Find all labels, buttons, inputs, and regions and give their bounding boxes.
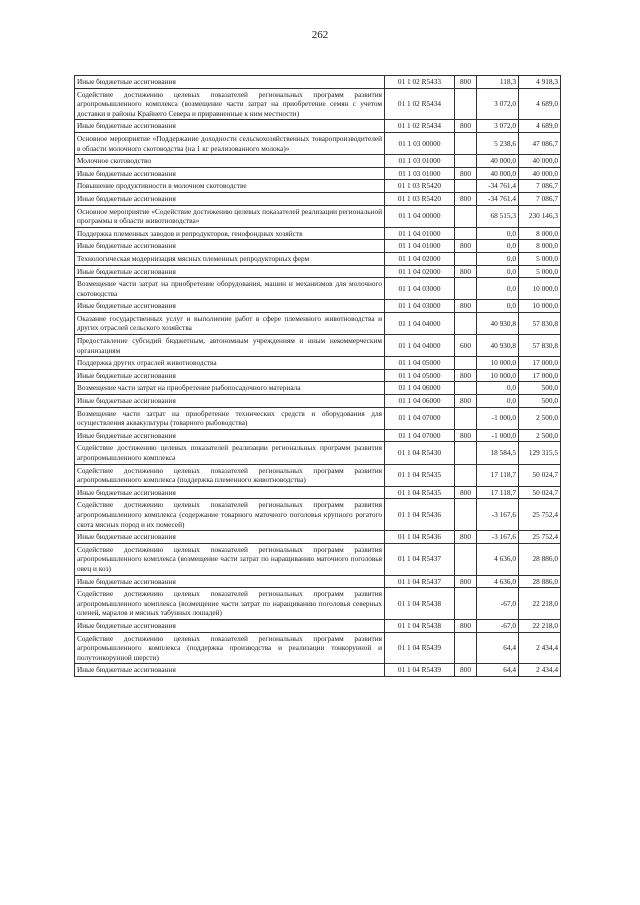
- row-amount-change-cell: 3 072,0: [477, 88, 519, 120]
- table-row: [75, 619, 561, 632]
- row-amount-total-cell: 17 000,0: [519, 369, 561, 382]
- table-row: [75, 227, 561, 240]
- row-code-cell: 01 1 04 05000: [385, 357, 455, 370]
- table-row: [75, 120, 561, 133]
- row-name-cell: Поддержка племенных заводов и репродукторов, генофондных хозяйств: [75, 227, 385, 240]
- row-name-cell: Поддержка других отраслей животноводства: [75, 357, 385, 370]
- row-amount-total-cell: 22 218,0: [519, 619, 561, 632]
- row-code-cell: 01 1 02 R5433: [385, 76, 455, 89]
- table-row: [75, 312, 561, 334]
- row-amount-change-cell: 0,0: [477, 395, 519, 408]
- row-expense-type-cell: 800: [455, 300, 477, 313]
- row-name-cell: Иные бюджетные ассигнования: [75, 76, 385, 89]
- row-expense-type-cell: 800: [455, 120, 477, 133]
- row-amount-total-cell: 50 024,7: [519, 486, 561, 499]
- row-amount-total-cell: 7 086,7: [519, 180, 561, 193]
- row-expense-type-cell: [455, 464, 477, 486]
- row-amount-total-cell: 4 918,3: [519, 76, 561, 89]
- row-amount-change-cell: 68 515,3: [477, 205, 519, 227]
- row-name-cell: Содействие достижению целевых показателей реализации региональных программ развития агропромышленного комплекса: [75, 442, 385, 464]
- row-amount-total-cell: 129 315,5: [519, 442, 561, 464]
- row-amount-change-cell: 0,0: [477, 265, 519, 278]
- row-expense-type-cell: [455, 357, 477, 370]
- row-name-cell: Технологическая модернизация мясных племенных репродукторных ферм: [75, 252, 385, 265]
- table-row: [75, 300, 561, 313]
- table-row: [75, 369, 561, 382]
- row-name-cell: Содействие достижению целевых показателей региональных программ развития агропромышленного комплекса (поддержка производства и реализации тонкорунной и полутонкорунной шерсти): [75, 632, 385, 664]
- row-expense-type-cell: [455, 632, 477, 664]
- row-amount-change-cell: 40 000,0: [477, 167, 519, 180]
- row-code-cell: 01 1 04 05000: [385, 369, 455, 382]
- row-amount-change-cell: -34 761,4: [477, 192, 519, 205]
- row-code-cell: 01 1 04 04000: [385, 312, 455, 334]
- row-amount-change-cell: 18 584,5: [477, 442, 519, 464]
- row-amount-total-cell: 47 086,7: [519, 132, 561, 154]
- row-code-cell: 01 1 04 R5435: [385, 486, 455, 499]
- row-name-cell: Молочное скотоводство: [75, 155, 385, 168]
- row-code-cell: 01 1 04 02000: [385, 265, 455, 278]
- row-amount-change-cell: 40 930,8: [477, 335, 519, 357]
- row-code-cell: 01 1 04 R5437: [385, 543, 455, 575]
- row-code-cell: 01 1 04 R5439: [385, 664, 455, 677]
- row-expense-type-cell: 800: [455, 265, 477, 278]
- row-amount-total-cell: 40 000,0: [519, 155, 561, 168]
- budget-table: [74, 75, 561, 677]
- row-expense-type-cell: [455, 442, 477, 464]
- row-name-cell: Возмещение части затрат на приобретение технических средств и оборудования для осуществления аквакультуры (товарного рыбоводства): [75, 407, 385, 429]
- row-name-cell: Иные бюджетные ассигнования: [75, 265, 385, 278]
- budget-table-body: [75, 76, 561, 677]
- row-amount-total-cell: 5 000,0: [519, 252, 561, 265]
- row-amount-total-cell: 500,0: [519, 395, 561, 408]
- row-code-cell: 01 1 04 R5430: [385, 442, 455, 464]
- row-expense-type-cell: [455, 499, 477, 531]
- row-code-cell: 01 1 02 R5434: [385, 120, 455, 133]
- row-amount-change-cell: 3 072,0: [477, 120, 519, 133]
- row-expense-type-cell: [455, 180, 477, 193]
- table-row: [75, 464, 561, 486]
- row-code-cell: 01 1 04 06000: [385, 395, 455, 408]
- row-amount-change-cell: -1 000,0: [477, 407, 519, 429]
- row-code-cell: 01 1 04 R5436: [385, 531, 455, 544]
- row-amount-total-cell: 500,0: [519, 382, 561, 395]
- row-expense-type-cell: [455, 252, 477, 265]
- row-amount-total-cell: 2 500,0: [519, 407, 561, 429]
- row-expense-type-cell: 800: [455, 531, 477, 544]
- row-expense-type-cell: [455, 278, 477, 300]
- row-name-cell: Предоставление субсидий бюджетным, автономным учреждениям и иным некоммерческим организациям: [75, 335, 385, 357]
- row-expense-type-cell: 800: [455, 369, 477, 382]
- row-expense-type-cell: [455, 88, 477, 120]
- row-amount-total-cell: 8 000,0: [519, 240, 561, 253]
- row-code-cell: 01 1 04 07000: [385, 429, 455, 442]
- row-code-cell: 01 1 04 R5436: [385, 499, 455, 531]
- row-name-cell: Содействие достижению целевых показателей региональных программ развития агропромышленного комплекса (поддержка племенного животноводства): [75, 464, 385, 486]
- row-amount-change-cell: 17 118,7: [477, 464, 519, 486]
- row-name-cell: Содействие достижению целевых показателей региональных программ развития агропромышленного комплекса (возмещение части затрат по наращиванию маточного поголовья овец и коз): [75, 543, 385, 575]
- table-row: [75, 543, 561, 575]
- table-row: [75, 167, 561, 180]
- row-amount-total-cell: 17 000,0: [519, 357, 561, 370]
- row-name-cell: Иные бюджетные ассигнования: [75, 167, 385, 180]
- row-name-cell: Содействие достижению целевых показателей региональных программ развития агропромышленного комплекса (возмещение части затрат по наращиванию поголовья северных оленей, маралов и мясных табунных лошадей): [75, 588, 385, 620]
- row-name-cell: Иные бюджетные ассигнования: [75, 664, 385, 677]
- row-amount-change-cell: -67,0: [477, 588, 519, 620]
- row-amount-change-cell: 118,3: [477, 76, 519, 89]
- row-name-cell: Иные бюджетные ассигнования: [75, 486, 385, 499]
- row-expense-type-cell: [455, 132, 477, 154]
- row-expense-type-cell: 800: [455, 575, 477, 588]
- row-amount-change-cell: 10 000,0: [477, 369, 519, 382]
- row-expense-type-cell: [455, 407, 477, 429]
- row-amount-change-cell: -3 167,6: [477, 531, 519, 544]
- row-amount-change-cell: 0,0: [477, 382, 519, 395]
- row-name-cell: Основное мероприятие «Поддержание доходности сельскохозяйственных товаропроизводителей в области молочного скотоводства (на 1 кг реализованного молока)»: [75, 132, 385, 154]
- row-amount-total-cell: 4 689,0: [519, 120, 561, 133]
- row-amount-change-cell: 64,4: [477, 664, 519, 677]
- row-amount-change-cell: -3 167,6: [477, 499, 519, 531]
- row-code-cell: 01 1 04 01000: [385, 227, 455, 240]
- row-name-cell: Возмещение части затрат на приобретение рыбопосадочного материала: [75, 382, 385, 395]
- row-name-cell: Иные бюджетные ассигнования: [75, 192, 385, 205]
- row-amount-change-cell: 0,0: [477, 252, 519, 265]
- row-amount-change-cell: 40 930,8: [477, 312, 519, 334]
- table-row: [75, 632, 561, 664]
- row-code-cell: 01 1 02 R5434: [385, 88, 455, 120]
- row-name-cell: Иные бюджетные ассигнования: [75, 619, 385, 632]
- table-row: [75, 664, 561, 677]
- row-amount-change-cell: 40 000,0: [477, 155, 519, 168]
- table-row: [75, 531, 561, 544]
- row-amount-total-cell: 28 886,0: [519, 575, 561, 588]
- row-name-cell: Иные бюджетные ассигнования: [75, 531, 385, 544]
- row-code-cell: 01 1 04 R5435: [385, 464, 455, 486]
- row-code-cell: 01 1 03 R5420: [385, 180, 455, 193]
- row-amount-total-cell: 57 830,8: [519, 312, 561, 334]
- row-amount-total-cell: 2 434,4: [519, 632, 561, 664]
- row-amount-total-cell: 57 830,8: [519, 335, 561, 357]
- row-code-cell: 01 1 03 01000: [385, 167, 455, 180]
- row-amount-total-cell: 10 000,0: [519, 300, 561, 313]
- row-code-cell: 01 1 04 07000: [385, 407, 455, 429]
- row-amount-change-cell: -34 761,4: [477, 180, 519, 193]
- row-name-cell: Возмещение части затрат на приобретение оборудования, машин и механизмов для молочного скотоводства: [75, 278, 385, 300]
- table-row: [75, 265, 561, 278]
- row-name-cell: Иные бюджетные ассигнования: [75, 300, 385, 313]
- table-row: [75, 155, 561, 168]
- row-expense-type-cell: [455, 227, 477, 240]
- row-expense-type-cell: 600: [455, 335, 477, 357]
- table-row: [75, 335, 561, 357]
- row-name-cell: Содействие достижению целевых показателей региональных программ развития агропромышленного комплекса (содержание товарного маточного поголовья крупного рогатого скота мясных пород и их помесей): [75, 499, 385, 531]
- table-row: [75, 240, 561, 253]
- row-amount-total-cell: 40 000,0: [519, 167, 561, 180]
- row-name-cell: Оказание государственных услуг и выполнение работ в сфере племенного животноводства и других отраслей сельского хозяйства: [75, 312, 385, 334]
- row-amount-total-cell: 10 000,0: [519, 278, 561, 300]
- row-amount-change-cell: 4 636,0: [477, 543, 519, 575]
- page-number: 262: [311, 29, 329, 41]
- row-expense-type-cell: 800: [455, 395, 477, 408]
- row-expense-type-cell: 800: [455, 664, 477, 677]
- row-amount-total-cell: 25 752,4: [519, 499, 561, 531]
- row-code-cell: 01 1 04 R5437: [385, 575, 455, 588]
- row-code-cell: 01 1 04 00000: [385, 205, 455, 227]
- table-row: [75, 382, 561, 395]
- row-code-cell: 01 1 04 R5438: [385, 619, 455, 632]
- row-amount-total-cell: 4 689,0: [519, 88, 561, 120]
- row-code-cell: 01 1 03 01000: [385, 155, 455, 168]
- row-expense-type-cell: [455, 312, 477, 334]
- row-amount-change-cell: 10 000,0: [477, 357, 519, 370]
- row-expense-type-cell: 800: [455, 619, 477, 632]
- row-amount-change-cell: 0,0: [477, 227, 519, 240]
- row-name-cell: Повышение продуктивности в молочном скотоводстве: [75, 180, 385, 193]
- row-name-cell: Иные бюджетные ассигнования: [75, 369, 385, 382]
- table-row: [75, 395, 561, 408]
- table-row: [75, 252, 561, 265]
- table-row: [75, 442, 561, 464]
- row-expense-type-cell: 800: [455, 429, 477, 442]
- table-row: [75, 278, 561, 300]
- table-row: [75, 407, 561, 429]
- row-code-cell: 01 1 04 01000: [385, 240, 455, 253]
- row-amount-total-cell: 2 500,0: [519, 429, 561, 442]
- row-amount-total-cell: 5 000,0: [519, 265, 561, 278]
- table-row: [75, 575, 561, 588]
- row-amount-change-cell: -67,0: [477, 619, 519, 632]
- row-code-cell: 01 1 04 04000: [385, 335, 455, 357]
- table-row: [75, 429, 561, 442]
- row-name-cell: Иные бюджетные ассигнования: [75, 240, 385, 253]
- row-name-cell: Иные бюджетные ассигнования: [75, 429, 385, 442]
- row-amount-change-cell: 64,4: [477, 632, 519, 664]
- row-expense-type-cell: 800: [455, 486, 477, 499]
- row-code-cell: 01 1 03 00000: [385, 132, 455, 154]
- row-amount-total-cell: 28 886,0: [519, 543, 561, 575]
- row-code-cell: 01 1 04 02000: [385, 252, 455, 265]
- row-amount-total-cell: 230 146,3: [519, 205, 561, 227]
- row-amount-change-cell: 5 238,6: [477, 132, 519, 154]
- row-code-cell: 01 1 04 R5438: [385, 588, 455, 620]
- row-amount-change-cell: 0,0: [477, 240, 519, 253]
- table-row: [75, 132, 561, 154]
- row-code-cell: 01 1 04 03000: [385, 300, 455, 313]
- row-name-cell: Иные бюджетные ассигнования: [75, 395, 385, 408]
- table-row: [75, 192, 561, 205]
- table-row: [75, 499, 561, 531]
- row-name-cell: Иные бюджетные ассигнования: [75, 120, 385, 133]
- table-row: [75, 76, 561, 89]
- row-amount-change-cell: 4 636,0: [477, 575, 519, 588]
- row-name-cell: Основное мероприятие «Содействие достижению целевых показателей реализации региональной программы в области животноводства»: [75, 205, 385, 227]
- row-expense-type-cell: [455, 588, 477, 620]
- row-expense-type-cell: 800: [455, 167, 477, 180]
- row-amount-total-cell: 22 218,0: [519, 588, 561, 620]
- table-row: [75, 588, 561, 620]
- table-row: [75, 88, 561, 120]
- row-expense-type-cell: 800: [455, 240, 477, 253]
- row-amount-total-cell: 7 086,7: [519, 192, 561, 205]
- row-amount-total-cell: 50 024,7: [519, 464, 561, 486]
- row-expense-type-cell: 800: [455, 192, 477, 205]
- table-row: [75, 180, 561, 193]
- row-code-cell: 01 1 03 R5420: [385, 192, 455, 205]
- row-expense-type-cell: [455, 382, 477, 395]
- row-amount-change-cell: 0,0: [477, 278, 519, 300]
- row-name-cell: Содействие достижению целевых показателей региональных программ развития агропромышленного комплекса (возмещение части затрат на приобретение семян с учетом доставки в районы Крайнего Севера и приравненные к ним местности): [75, 88, 385, 120]
- row-code-cell: 01 1 04 R5439: [385, 632, 455, 664]
- row-amount-change-cell: 17 118,7: [477, 486, 519, 499]
- row-amount-total-cell: 8 000,0: [519, 227, 561, 240]
- row-amount-total-cell: 25 752,4: [519, 531, 561, 544]
- row-amount-change-cell: 0,0: [477, 300, 519, 313]
- row-expense-type-cell: [455, 543, 477, 575]
- row-amount-change-cell: -1 000,0: [477, 429, 519, 442]
- row-expense-type-cell: 800: [455, 76, 477, 89]
- table-row: [75, 486, 561, 499]
- row-amount-total-cell: 2 434,4: [519, 664, 561, 677]
- row-expense-type-cell: [455, 155, 477, 168]
- row-name-cell: Иные бюджетные ассигнования: [75, 575, 385, 588]
- table-row: [75, 357, 561, 370]
- row-code-cell: 01 1 04 06000: [385, 382, 455, 395]
- row-code-cell: 01 1 04 03000: [385, 278, 455, 300]
- row-expense-type-cell: [455, 205, 477, 227]
- table-row: [75, 205, 561, 227]
